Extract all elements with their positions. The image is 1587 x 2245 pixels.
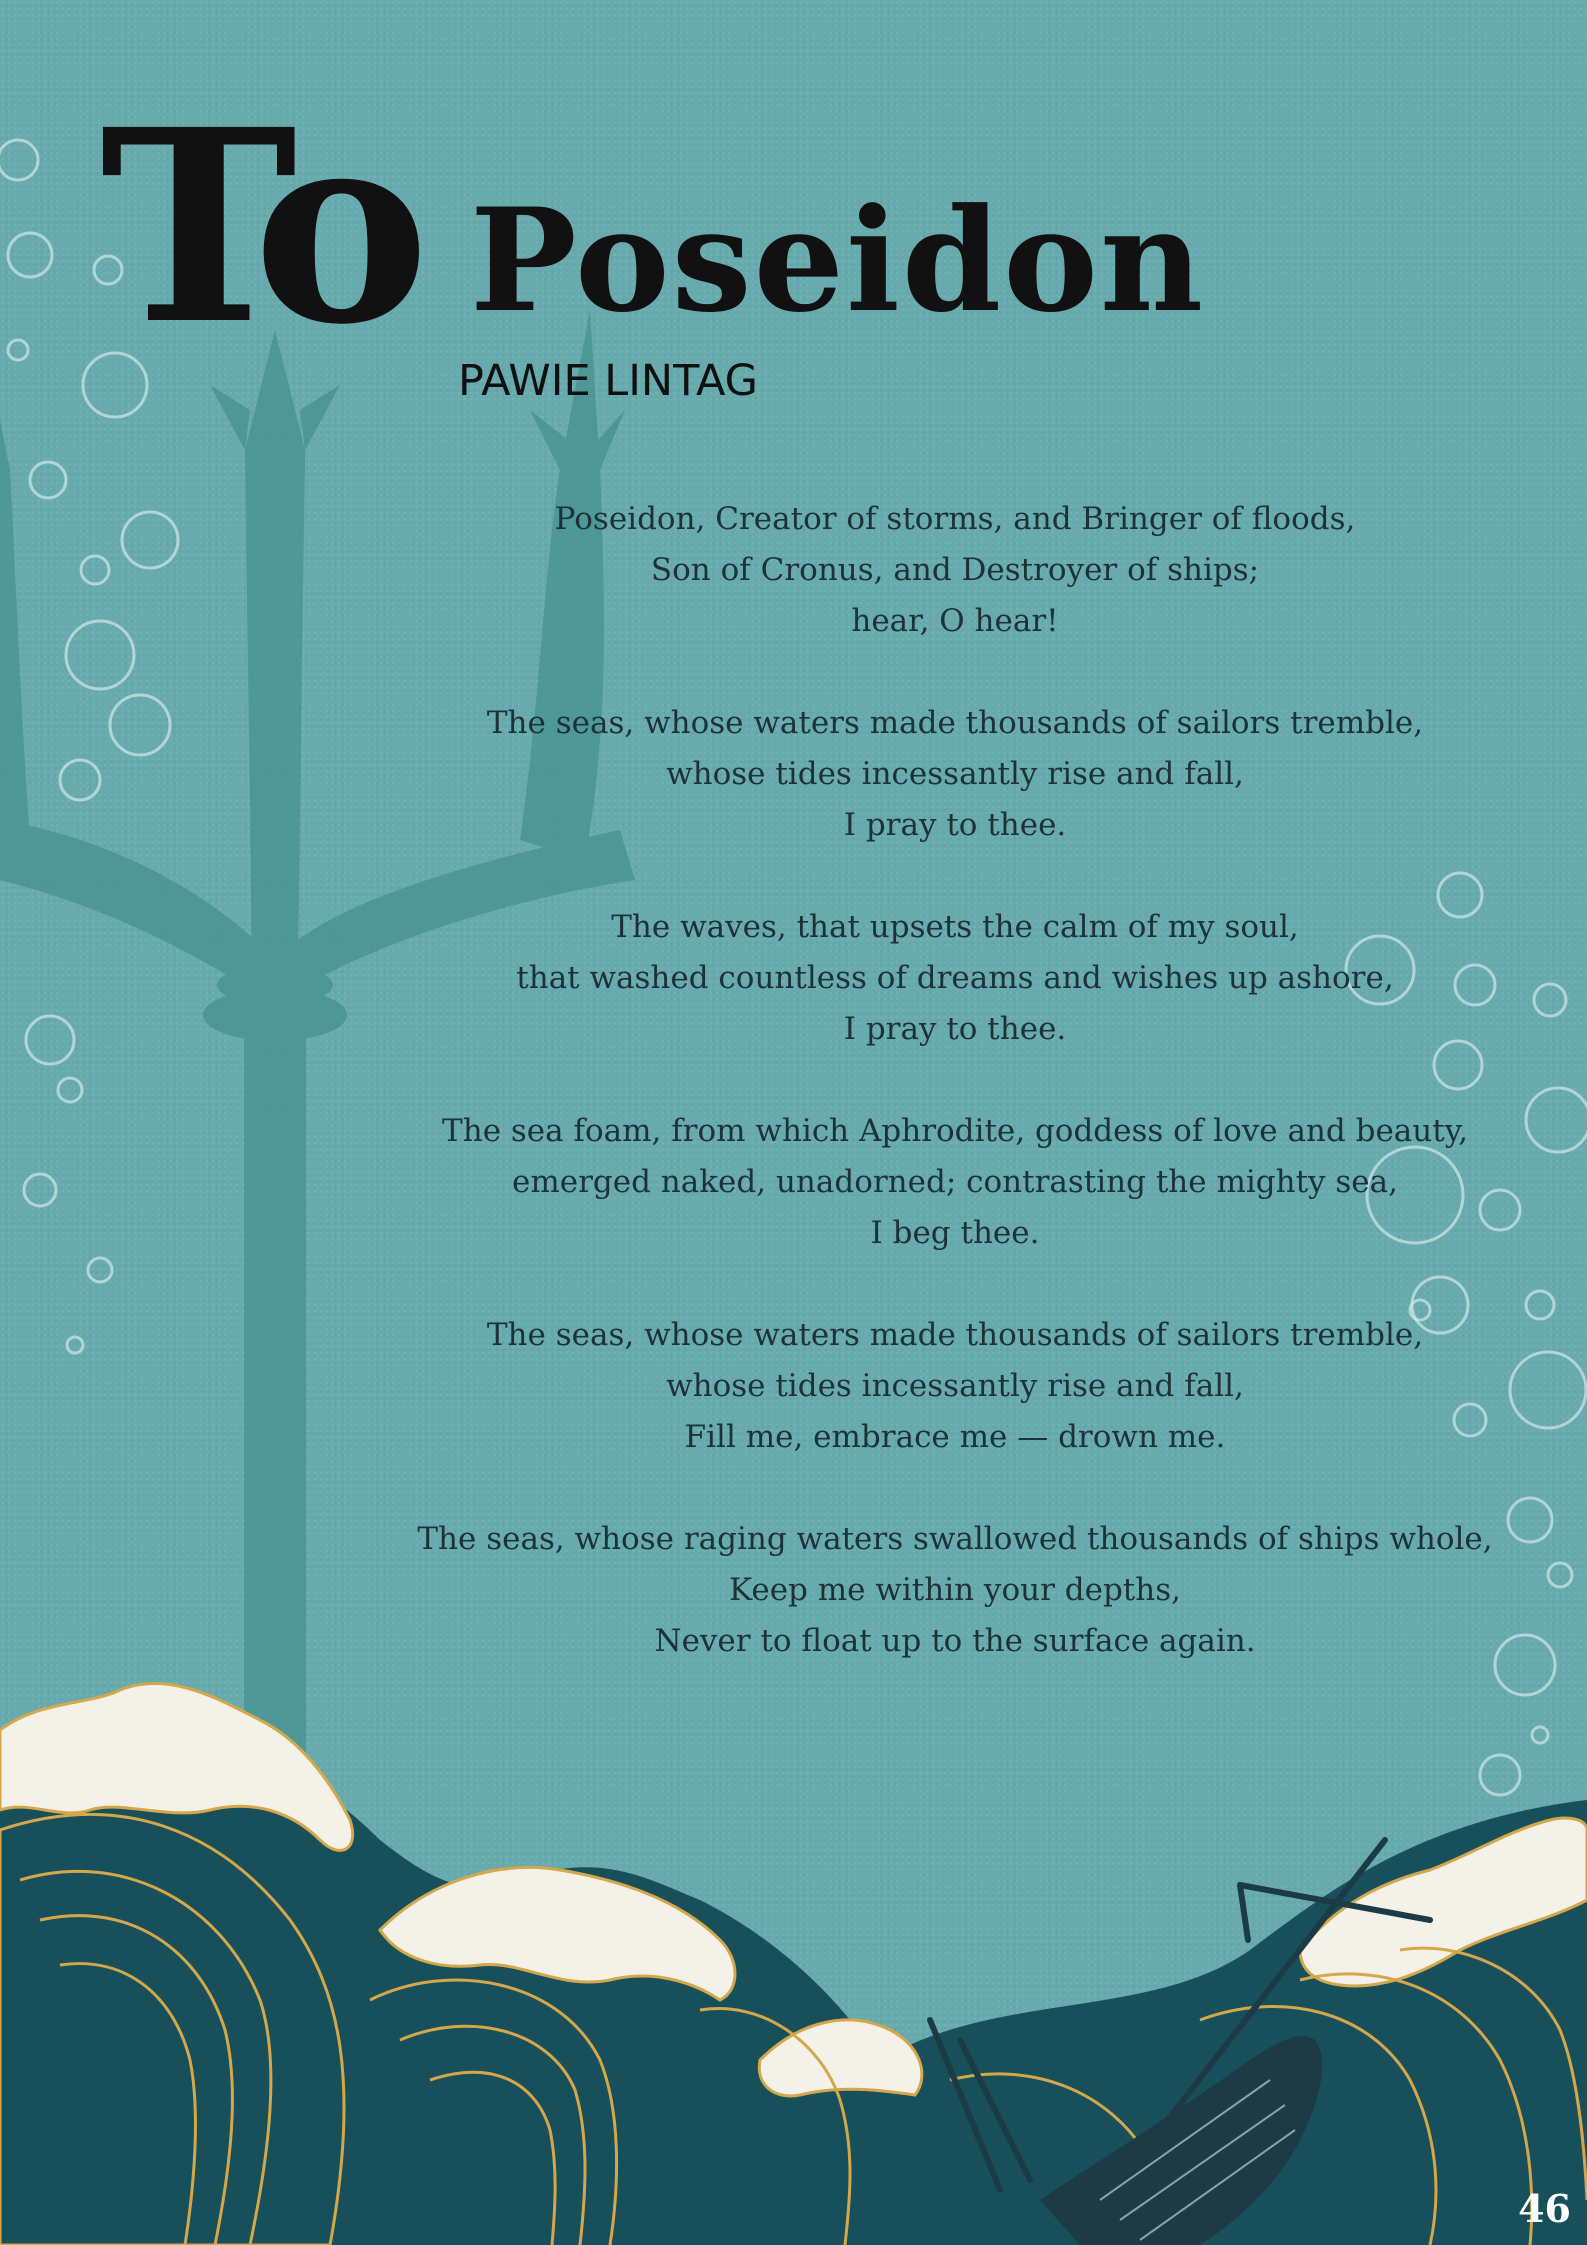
title-prefix: To [100, 72, 416, 383]
stanza [330, 902, 1580, 1055]
poem-line: The seas, whose waters made thousands of sailors tremble, [486, 705, 1424, 741]
stanza [330, 1106, 1580, 1259]
poem-line: whose tides incessantly rise and fall, [666, 756, 1244, 792]
poem-line: whose tides incessantly rise and fall, [666, 1368, 1244, 1404]
poem-line: The sea foam, from which Aphrodite, goddess of love and beauty, [442, 1113, 1468, 1149]
stanza [330, 1514, 1580, 1667]
page-number: 46 [1518, 2186, 1571, 2231]
poem-line: I pray to thee. [843, 807, 1067, 843]
poem-line: Poseidon, Creator of storms, and Bringer of floods, [554, 501, 1356, 537]
poem-line: hear, O hear! [851, 603, 1059, 639]
author-name: PAWIE LINTAG [458, 356, 758, 406]
poem-line: I pray to thee. [843, 1011, 1067, 1047]
poem-line: Never to float up to the surface again. [654, 1623, 1256, 1659]
page-title: Poseidon [470, 178, 1206, 344]
poem-line: emerged naked, unadorned; contrasting the mighty sea, [512, 1164, 1398, 1200]
poem-line: Keep me within your depths, [729, 1572, 1181, 1608]
poem-line: Fill me, embrace me — drown me. [684, 1419, 1226, 1455]
poem-line: Son of Cronus, and Destroyer of ships; [650, 552, 1260, 588]
stanza [330, 494, 1580, 647]
stanza [330, 698, 1580, 851]
poem-line: The waves, that upsets the calm of my soul, [611, 909, 1299, 945]
poem-line: I beg thee. [870, 1215, 1040, 1251]
poem-line: The seas, whose waters made thousands of sailors tremble, [486, 1317, 1424, 1353]
poem-line: that washed countless of dreams and wishes up ashore, [516, 960, 1394, 996]
poem-body [330, 494, 1580, 1718]
poem-line: The seas, whose raging waters swallowed thousands of ships whole, [417, 1521, 1493, 1557]
stanza [330, 1310, 1580, 1463]
